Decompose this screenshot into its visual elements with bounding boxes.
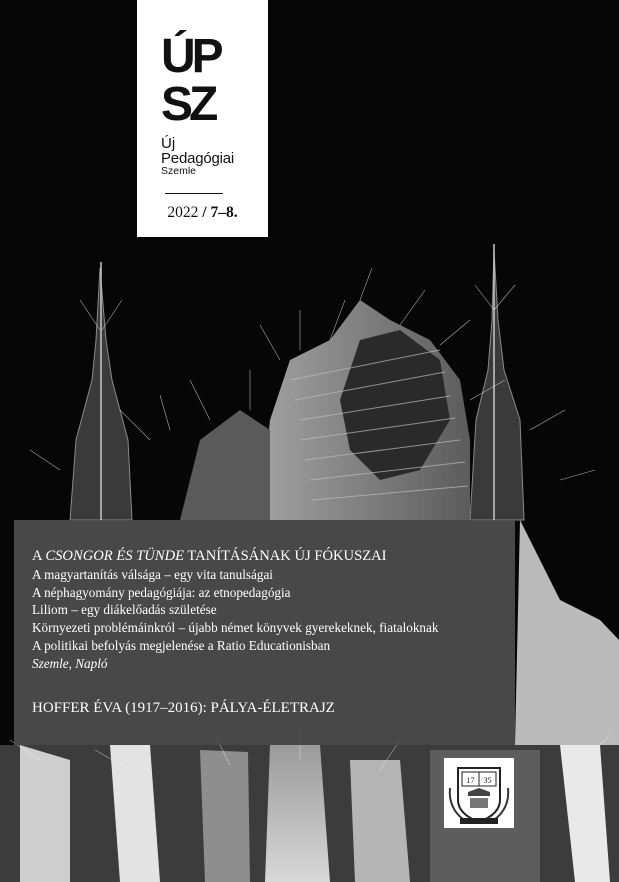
- journal-name-line-3: Szemle: [161, 165, 197, 177]
- journal-name: [161, 137, 261, 176]
- lead-suffix: TANÍTÁSÁNAK ÚJ FÓKUSZAI: [184, 548, 387, 564]
- journal-name-line-1: Új: [161, 135, 176, 152]
- issue-separator: /: [202, 204, 207, 221]
- list-item: A politikai befolyás megjelenése a Ratio Educationisban: [32, 637, 331, 653]
- list-item: Környezeti problémáinkról – újabb német könyvek gyerekeknek, fiataloknak: [32, 620, 439, 636]
- list-item: A magyartanítás válsága – egy vita tanulságai: [32, 566, 273, 582]
- seal-year-left: 17: [466, 776, 475, 785]
- list-item: Liliom – egy diákelőadás születése: [32, 602, 217, 618]
- logo-line-1: ÚP: [161, 30, 220, 83]
- logo-line-2: SZ: [161, 78, 215, 122]
- feature-title: HOFFER ÉVA (1917–2016): PÁLYA-ÉLETRAJZ: [32, 700, 335, 716]
- table-of-contents: [14, 520, 515, 745]
- issue-year: 2022: [167, 204, 199, 221]
- issue-num: 7–8.: [210, 204, 238, 221]
- seal-year-right: 35: [483, 776, 492, 785]
- lead-prefix: A: [32, 548, 46, 564]
- upsz-logo: [161, 30, 245, 122]
- journal-name-line-2: Pedagógiai: [161, 150, 235, 167]
- masthead-divider: [165, 193, 223, 194]
- masthead: [137, 0, 268, 237]
- list-item: A néphagyomány pedagógiája: az etnopedagógia: [32, 584, 291, 600]
- issue-number: [137, 204, 268, 222]
- lead-article: [32, 548, 438, 566]
- contents-list: [32, 548, 438, 673]
- university-seal-icon: [444, 758, 514, 828]
- lead-italic-title: CSONGOR ÉS TÜNDE: [45, 548, 185, 564]
- sections-line: Szemle, Napló: [32, 655, 108, 671]
